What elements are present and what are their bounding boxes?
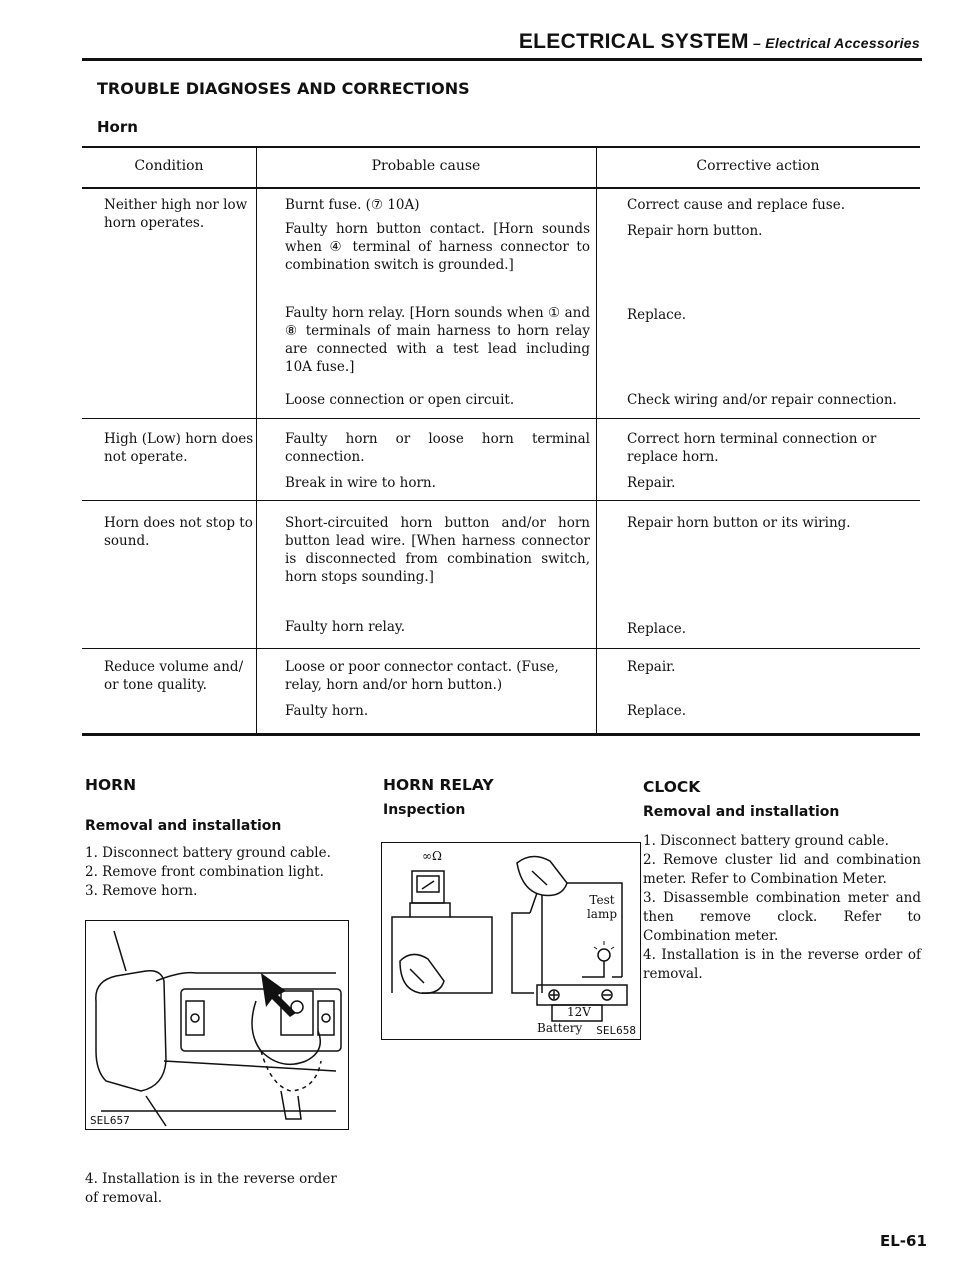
horn-step: 3. Remove horn.: [85, 883, 198, 899]
header-title: ELECTRICAL SYSTEM: [518, 30, 749, 53]
action-cell: Correct cause and replace fuse.: [627, 197, 846, 213]
action-cell: Repair horn button.: [627, 223, 763, 239]
table-col-rule: [256, 146, 257, 736]
horn-relay-figure: [381, 842, 641, 1040]
cause-cell: Faulty horn or loose horn terminal connection.: [285, 431, 590, 465]
ohm-label: ∞Ω: [422, 849, 442, 863]
cause-cell: Faulty horn button contact. [Horn sounds when ④ terminal of harness connector to combination switch is grounded.]: [285, 221, 590, 273]
action-cell: Repair horn button or its wiring.: [627, 515, 851, 531]
action-cell: Repair.: [627, 659, 676, 675]
clock-heading: CLOCK: [643, 778, 701, 796]
table-row-rule: [82, 418, 920, 419]
horn-subheading: Removal and installation: [85, 818, 282, 834]
cause-cell: Faulty horn relay. [Horn sounds when ① and ⑧ terminals of main harness to horn relay are connected with a test lead including 10A fuse.]: [285, 305, 590, 375]
cause-cell: Short-circuited horn button and/or horn button lead wire. [When harness connector is disconnected from combination switch, horn stops sounding.]: [285, 515, 590, 585]
cause-cell: Faulty horn relay.: [285, 619, 406, 635]
table-top-rule: [82, 146, 920, 148]
action-cell: Correct horn terminal connection or replace horn.: [627, 431, 877, 465]
header-rule: [82, 58, 922, 61]
page-header: [490, 30, 920, 54]
cause-cell: Loose connection or open circuit.: [285, 392, 515, 408]
table-header-rule: [82, 187, 920, 189]
clock-steps: [643, 832, 921, 984]
table-col-rule: [596, 146, 597, 736]
header-dash: –: [748, 35, 766, 51]
relay-inspection-diagram: [382, 843, 640, 1039]
header-subtitle: Electrical Accessories: [765, 35, 920, 51]
horn-step: 1. Disconnect battery ground cable.: [85, 845, 331, 861]
condition-cell: Horn does not stop to sound.: [104, 515, 253, 549]
horn-removal-illustration: [86, 921, 348, 1129]
action-cell: Replace.: [627, 621, 687, 637]
header-probable-cause: Probable cause: [371, 158, 481, 174]
action-cell: Check wiring and/or repair connection.: [627, 392, 897, 408]
clock-step: 2. Remove cluster lid and combination meter. Refer to Combination Meter.: [643, 852, 921, 887]
trouble-table: [82, 146, 920, 736]
cause-cell: Faulty horn.: [285, 703, 369, 719]
table-title: Horn: [97, 118, 138, 136]
horn-figure-code: SEL657: [90, 1114, 130, 1127]
table-bottom-rule: [82, 733, 920, 736]
cause-cell: Break in wire to horn.: [285, 475, 436, 491]
horn-step: 2. Remove front combination light.: [85, 864, 324, 880]
battery-label: Battery: [537, 1021, 583, 1035]
relay-figure-code: SEL658: [596, 1024, 636, 1037]
action-cell: Replace.: [627, 703, 687, 719]
horn-steps: [85, 844, 350, 901]
header-corrective-action: Corrective action: [696, 158, 820, 174]
action-cell: Replace.: [627, 307, 687, 323]
page-number: EL-61: [880, 1232, 927, 1250]
horn-heading: HORN: [85, 776, 137, 794]
header-condition: Condition: [134, 158, 204, 174]
cause-cell: Burnt fuse. (⑦ 10A): [285, 197, 420, 213]
condition-cell: Reduce volume and/ or tone quality.: [104, 659, 244, 693]
voltage-label: 12V: [567, 1005, 591, 1019]
clock-step: 3. Disassemble combination meter and then remove clock. Refer to Combination meter.: [643, 890, 921, 944]
section-title: TROUBLE DIAGNOSES AND CORRECTIONS: [97, 79, 470, 98]
table-row-rule: [82, 500, 920, 501]
horn-relay-heading: HORN RELAY: [383, 776, 494, 794]
horn-figure: [85, 920, 349, 1130]
condition-cell: High (Low) horn does not operate.: [104, 431, 254, 465]
clock-subheading: Removal and installation: [643, 804, 840, 820]
table-row-rule: [82, 648, 920, 649]
condition-cell: Neither high nor low horn operates.: [104, 197, 248, 231]
clock-step: 4. Installation is in the reverse order of removal.: [643, 947, 921, 982]
horn-relay-subheading: Inspection: [383, 802, 466, 818]
cause-cell: Loose or poor connector contact. (Fuse, relay, horn and/or horn button.): [285, 659, 559, 693]
test-lamp-label: Test lamp: [586, 893, 618, 921]
horn-final-step: 4. Installation is in the reverse order of removal.: [85, 1171, 337, 1206]
clock-step: 1. Disconnect battery ground cable.: [643, 833, 889, 849]
action-cell: Repair.: [627, 475, 676, 491]
